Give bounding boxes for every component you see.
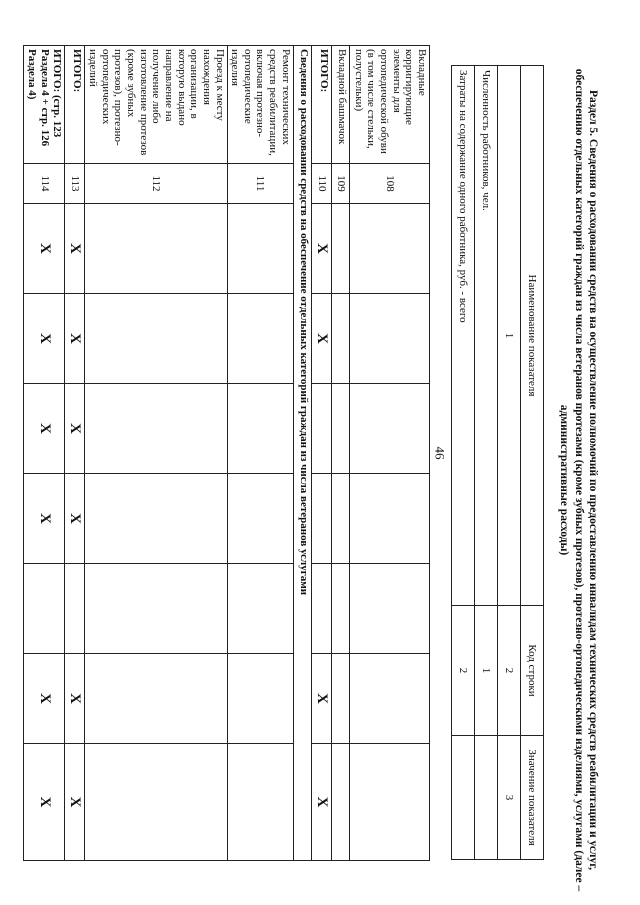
row-value	[452, 736, 475, 860]
row-code: 111	[227, 164, 293, 204]
row-name: ИТОГО: (стр. 123 Раздела 4 + стр. 126 Раздела 4)	[24, 46, 65, 164]
row-name: Затраты на содержание одного работника, руб. - всего	[452, 66, 475, 606]
row-code: 109	[332, 164, 350, 204]
cell: X	[65, 294, 85, 384]
row-code: 108	[350, 164, 430, 204]
row-name: Численность работников, чел.	[475, 66, 498, 606]
cell: X	[24, 204, 65, 294]
cell: X	[65, 744, 85, 861]
page-number: 46	[432, 446, 448, 460]
row-value	[475, 736, 498, 860]
section5-title: Раздел 5. Сведения о расходовании средств на осуществление полномочий по предоставлению инвалидам технических средств реабилитации и услуг, обеспечению отдельных категорий граждан из числа ветеранов протезами (кроме зубных протезов), протезно-ортопедическими изделиями, услугами (далее – административные расходы)	[558, 68, 599, 892]
table-header-row	[521, 66, 544, 860]
cell: X	[311, 294, 331, 384]
cell: X	[65, 384, 85, 474]
section5-content	[400, 45, 600, 892]
row-code: 2	[452, 606, 475, 736]
header-cell: Код строки	[521, 606, 544, 736]
cell: X	[24, 384, 65, 474]
cell: X	[65, 474, 85, 564]
cell: X	[24, 474, 65, 564]
number-cell: 1	[498, 66, 521, 606]
row-code: 1	[475, 606, 498, 736]
table-number-row	[498, 66, 521, 860]
cell: X	[311, 744, 331, 861]
cell: X	[65, 654, 85, 744]
row-name: ИТОГО:	[65, 46, 85, 164]
cell: X	[311, 204, 331, 294]
header-cell: Значение показателя	[521, 736, 544, 860]
table-row	[452, 66, 475, 860]
row-name: Вкладной башмачок	[332, 46, 350, 164]
section-title: Сведения о расходовании средств на обеспечение отдельных категорий граждан из числа ветеранов услугами	[293, 46, 311, 861]
row-code: 112	[85, 164, 227, 204]
number-cell: 3	[498, 736, 521, 860]
row-name: ИТОГО:	[311, 46, 331, 164]
cell: X	[24, 744, 65, 861]
row-code: 113	[65, 164, 85, 204]
number-cell: 2	[498, 606, 521, 736]
row-name: Ремонт технических средств реабилитации, включая протезно-ортопедические изделия	[227, 46, 293, 164]
section5-table	[451, 65, 544, 860]
table-row	[475, 66, 498, 860]
cell: X	[24, 654, 65, 744]
cell: X	[65, 204, 85, 294]
row-code: 114	[24, 164, 65, 204]
row-name: Проезд к месту нахождения организации, в которую выдано направление на получение либо изготовление протезов (кроме зубных протезов), протезно-ортопедических изделий	[85, 46, 227, 164]
header-cell: Наименование показателя	[521, 66, 544, 606]
row-code: 110	[311, 164, 331, 204]
cell: X	[24, 294, 65, 384]
cell: X	[311, 654, 331, 744]
row-name: Вкладные корригирующие элементы для ортопедической обуви (в том числе стельки, полустельки)	[350, 46, 430, 164]
